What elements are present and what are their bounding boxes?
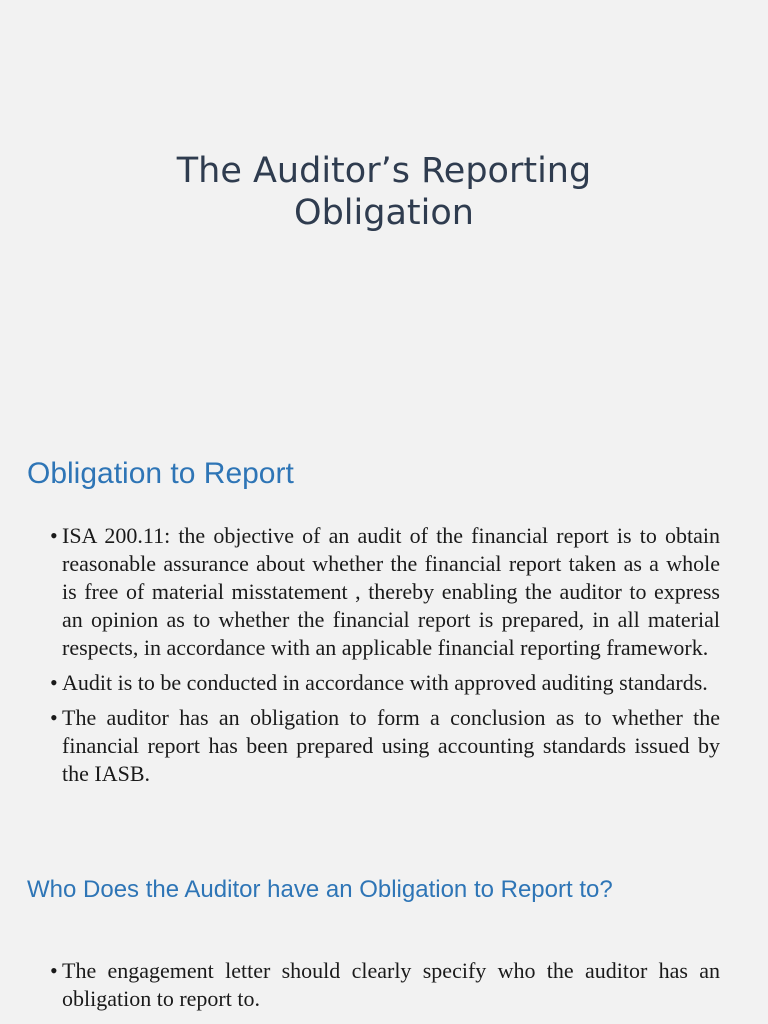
bullet-item [50, 522, 720, 662]
bullet-text: The auditor has an obligation to form a conclusion as to whether the financial report has been prepared using accounting standards issued by the IASB. [62, 705, 720, 786]
section-subheading: Who Does the Auditor have an Obligation to Report to? [27, 876, 613, 903]
title-slide [0, 0, 768, 420]
bullet-icon: • [50, 958, 58, 983]
bullet-icon: • [50, 670, 58, 695]
bullet-text: Audit is to be conducted in accordance with approved auditing standards. [62, 670, 708, 695]
section-heading: Obligation to Report [27, 457, 294, 490]
bullet-icon: • [50, 705, 58, 730]
content-slide [0, 420, 768, 1024]
bullet-list-secondary [50, 957, 720, 1020]
bullet-text: ISA 200.11: the objective of an audit of the financial report is to obtain reasonable assurance about whether the financial report taken as a whole is free of material misstatement , thereby enabling the auditor to express an opinion as to whether the financial report is prepared, in all material respects, in accordance with an applicable financial reporting framework. [62, 523, 720, 660]
bullet-list [50, 522, 720, 795]
bullet-item [50, 957, 720, 1013]
bullet-item [50, 704, 720, 788]
bullet-icon: • [50, 523, 58, 548]
slide-title-line-1: The Auditor’s Reporting [176, 151, 592, 191]
slide-title-line-2: Obligation [294, 193, 474, 233]
bullet-text: The engagement letter should clearly specify who the auditor has an obligation to report to. [62, 958, 720, 1011]
slide-title [0, 150, 768, 234]
bullet-item [50, 669, 720, 697]
